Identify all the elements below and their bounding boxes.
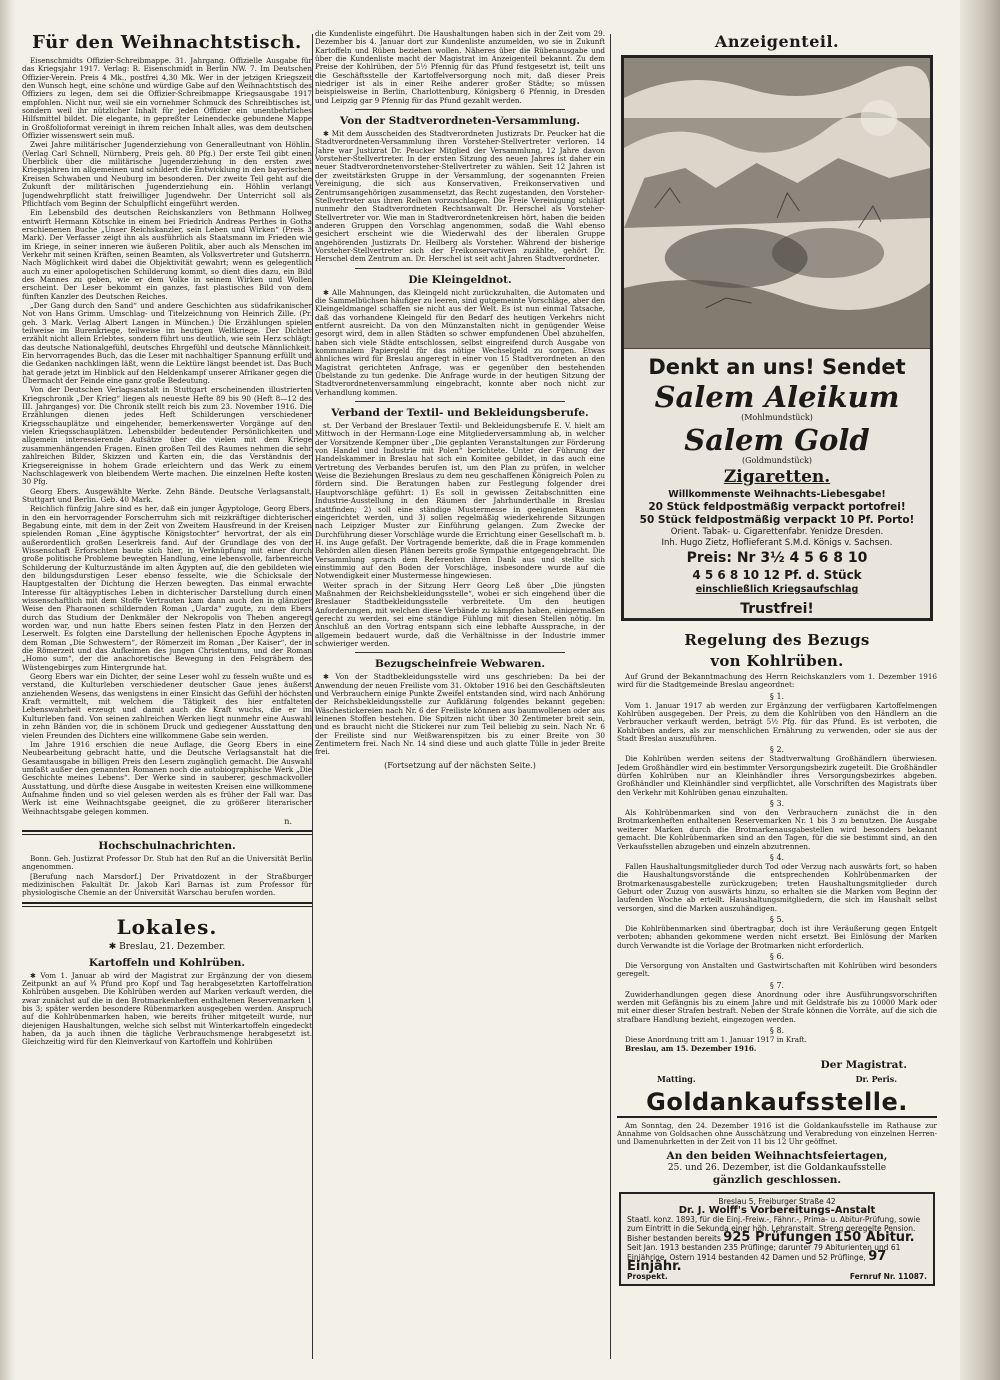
notice-title: Goldankaufsstelle. xyxy=(617,1088,937,1118)
school-stat: 925 Prüfungen xyxy=(723,1229,832,1245)
notice-paragraph: Fallen Haushaltungsmitglieder durch Tod oder Verzug nach auswärts fort, so haben die Haushaltungsvorstände die entsprechenden Kohlrübenmarken der Brotmarkenausgabestelle zurückzugeben; treten Haushaltungsmitglieder durch Geburt oder Zuzug von auswärts hinzu, so erhalten sie die Marken vom Beginn der laufenden Woche ab erteilt. Haushaltungsmitgliedern, die sich im Haushalt selbst versorgen, sind die Marken auszuhändigen. xyxy=(617,861,937,913)
paragraph-number: § 4. xyxy=(769,852,785,862)
column-2 xyxy=(315,30,605,1365)
price-values: 4 5 6 8 10 12 xyxy=(692,568,781,582)
column-1 xyxy=(22,30,312,1365)
article-paragraph: Georg Ebers war ein Dichter, der seine Leser wohl zu fesseln wußte und es verstand, die Kulturleben verschiedener deutscher Gaue jenes äußerst anziehenden Wesens, das wenigstens in einer Einsicht das Gefühl der höchsten Kraft vermittelt, mit welchem die Tätigkeit des hier entfalteten Lebenswahrheit erzeugt und damit auch die Kraft wuchs, die er im Kulturleben fand. Von seinen zahlreichen Werken liegt nunmehr eine Auswahl in zehn Bänden vor, die in schönem Druck und gediegener Ausstattung den vielen Freunden des Dichters eine willkommene Gabe sein werden. xyxy=(22,672,312,740)
notice-heading: gänzlich geschlossen. xyxy=(712,1173,842,1186)
article-paragraph: Im Jahre 1916 erschien die neue Auflage, die Georg Ebers in eine Neubearbeitung gebracht hatte, und die Deutsche Verlagsanstalt hat die Gesamtausgabe in billigen Preis den Lesern zugänglich gemacht. Die Auswahl umfaßt außer den genannten Romanen noch die autobiographische Werk „Die Geschichte meines Lebens“. Der Werke sind in sauberer, geschmackvoller Ausstattung, und dürfte diese Ausgabe in weitesten Kreisen eine willkommene Aufnahme finden und so viel gelesen werden als es früher der Fall war. Das Werk ist eine Weihnachtsgabe geeignet, die zu größerer literarischer Weihnachtsgabe gelegen kommen. xyxy=(22,739,312,816)
article-paragraph: ✱ Mit dem Ausscheiden des Stadtverordneten Justizrats Dr. Peucker hat die Stadtverordneten-Versammlung ihren Vorsteher-Stellvertreter verloren. 14 Jahre war Justizrat Dr. Peucker Mitglied der Versammlung, 12 Jahre davon Vorsteher-Stellvertreter. In der ersten Sitzung des neuen Jahres ist daher ein neuer Stadtverordnetenvorsteher-Stellvertreter zu wählen. Seit 12 Jahren ist der zweitstärksten Gruppe in der Versammlung, der sogenannten Freien Vereinigung, die sich aus Konservativen, Freikonservativen und Zentrumsangehörigen zusammensetzt, das Recht zugestanden, den Vorsteher-Stellvertreter aus ihren Reihen vorzuschlagen. Die Freie Vereinigung schlägt nunmehr den Stadtverordneten Rechtsanwalt Dr. Herschel als Vorsteher-Stellvertreter vor. Wie man in Stadtverordnetenkreisen hört, haben die beiden anderen Gruppen den Vorschlag angenommen, sodaß die Wahl ebenso gesichert erscheint wie die Wiederwahl des der liberalen Gruppe angehörenden Justizrats Dr. Heilberg als Vorsteher. Während der bisherige Vorsteher-Stellvertreter sich der Freikonservativen zuzählte, gehört Dr. Herschel dem Zentrum an. Dr. Herschel ist seit acht Jahren Stadtverordneter. xyxy=(315,129,605,264)
scan-gutter xyxy=(0,0,14,1380)
notice-heading: An den beiden Weihnachtsfeiertagen, xyxy=(666,1149,888,1162)
notice-authority: Der Magistrat. xyxy=(820,1058,907,1071)
ad-headline: Denkt an uns! Sendet xyxy=(648,355,906,379)
divider xyxy=(355,268,565,269)
ad-tagline: Willkommenste Weihnachts-Liebesgabe! xyxy=(668,489,886,500)
cigarette-ad xyxy=(621,55,933,621)
paragraph-number: § 6. xyxy=(769,951,785,961)
price-list xyxy=(632,568,922,582)
scan-edge xyxy=(960,0,1000,1380)
article-paragraph: Weiter sprach in der Sitzung Herr Georg Leß über „Die jüngsten Maßnahmen der Reichsbekleidungsstelle“, wobei er sich eingehend über die Breslauer Stadtbekleidungsstelle verbreitete. Um den heutigen Anforderungen, mit welchen diese Verbände zu kämpfen haben, einigermaßen gerecht zu werden, sei eine ständige Fühlung mit diesen Stellen nötig. Im Anschluß an den Vortrag entspann sich eine lebhafte Aussprache, in der allgemein bedauert wurde, daß die Verhältnisse in der Industrie immer schwieriger werden. xyxy=(315,580,605,648)
notice-title: von Kohlrüben. xyxy=(710,652,844,670)
paragraph-number: § 2. xyxy=(769,745,785,755)
author-mark: n. xyxy=(284,816,292,826)
ad-slogan: Trustfrei! xyxy=(740,601,814,617)
school-ad xyxy=(619,1192,935,1286)
school-address: Breslau 5, Freiburger Straße 42 xyxy=(718,1196,836,1206)
company-line: Inh. Hugo Zietz, Hoflieferant S.M.d. Königs v. Sachsen. xyxy=(661,538,893,548)
article-paragraph: Zwei Jahre militärischer Jugenderziehung von Generalleutnant von Höhlin. (Verlag Carl Schnell, Nürnberg, Preis geh. 80 Pfg.) Der erste Teil gibt einen Überblick über die militärische Jugenderziehung in den ersten zwei Kriegsjahren im allgemeinen und schildert die Entwicklung in den bayerischen Kreisen Schwaben und Neuburg im besonderen. Der zweite Teil geht auf die Zukunft der militärischen Jugenderziehung ein. Höhlin verlangt Jugendwehrpflicht statt freiwilliger Jugendwehr. Der Unterricht soll als Pflichtfach vom Beginn der Schulpflicht eingeführt werden. xyxy=(22,140,312,208)
product-type: Zigaretten. xyxy=(723,467,831,487)
article-title: Die Kleingeldnot. xyxy=(408,273,512,286)
divider xyxy=(22,902,312,907)
school-prospekt: Prospekt. xyxy=(627,1271,668,1281)
ad-illustration xyxy=(624,58,930,349)
school-text xyxy=(627,1243,927,1272)
article-paragraph: ✱ Alle Mahnungen, das Kleingeld nicht zurückzuhalten, die Automaten und die Sammelbüchsen häufiger zu leeren, sind gutgemeinte Vorschläge, aber den Kleingeldmangel schaffen sie nicht aus der Welt. Es ist nun einmal Tatsache, daß das vorhandene Kleingeld für den Bedarf des heutigen Verkehrs nicht entfernt ausreicht. Da von den Münzanstalten nicht in genügender Weise gesorgt wird, dem in allen Städten so schwer empfundenen Übel abzuhelfen, haben sich viele Städte entschlossen, selbst eingreifend durch Ausgabe von kommunalem Papiergeld für das nötige Wechselgeld zu sorgen. Etwas ähnliches wird für Breslau angeregt in einer von 15 Stadtverordneten an den Magistrat gerichteten Anfrage, was er gegenüber den bestehenden Übelstande zu tun gedenke. Die Anfrage wurde in der heutigen Sitzung der Stadtverordnetenversammlung eingebracht, konnte aber noch nicht zur Verhandlung kommen. xyxy=(315,287,605,397)
brand-subtitle: (Mohlmundstück) xyxy=(741,413,813,422)
notice-paragraph: Die Versorgung von Anstalten und Gastwirtschaften mit Kohlrüben wird besonders geregelt. xyxy=(617,960,937,979)
trench-scene-illustration xyxy=(624,58,930,348)
article-title: Kartoffeln und Kohlrüben. xyxy=(88,956,246,969)
paragraph-number: § 5. xyxy=(769,914,785,924)
ad-text-block xyxy=(624,349,930,621)
article-title: Von der Stadtverordneten-Versammlung. xyxy=(340,115,580,128)
school-stat: 97 Einjähr. xyxy=(627,1248,887,1274)
divider xyxy=(355,109,565,110)
notice-title: Regelung des Bezugs xyxy=(684,631,870,649)
divider xyxy=(355,401,565,402)
article-paragraph: „Der Gang durch den Sand“ und andere Geschichten aus südafrikanischer Not von Hans Grimm. Umschlag- und Titelzeichnung von Heinrich Zille. (Pr. geh. 3 Mark. Verlag Albert Langen in München.) Die Erzählungen spielen teilweise im Burenkriege, teilweise im heutigen Weltkriege. Der Dichter erzählt nicht allein Erlebtes, sondern führt uns deutlich, wie sein Herz schlägt: das deutsche Nationalgefühl, deutsches Ehrgefühl und deutsche Männlichkeit. Ein hervorragendes Buch, das die Leser mit nachhaltiger Spannung erfüllt und die Gedanken nachklingen läßt, wenn die Lektüre längst beendet ist. Das Buch hat gerade jetzt im Hinblick auf den Heldenkampf unserer Afrikaner gegen die Übermacht der Feinde eine ganz große Bedeutung. xyxy=(22,300,312,386)
article-paragraph: Reichlich fünfzig Jahre sind es her, daß ein junger Ägyptologe, Georg Ebers, in den ein hervorragender Forscherruhm sich mit reizkräftiger dichterischer Begabung einte, mit dem in der Zeit von Zweitem Hausfreund in der Kreisen spielenden Roman „Eine ägyptische Königstochter“ hervortrat, der als ein außerordentlich großen Leserkreis fand. Auf der Grundlage des von der Wissenschaft Erforschten baute sich hier, in Verknüpfung mit einer durch große politische Probleme bewegten Handlung, eine lebensvolle, farbenreiche Schilderung der Kulturzustände im alten Ägypten auf, die den gebildeten wie den bildungsdurstigen Leser ebenso fesselte, wie die Schicksale der Hauptgestalten der Dichtung die Herzen bewegten. Das einmal erwachte Interesse für altägyptisches Leben in dichterischer Darstellung durch einen wissenschaftlich mit dem Stoffe Vertrauten kam dann auch den in glänziger Weise den Pharaonen schildernden Roman „Uarda“ zugute, zu dem Ebers durch das Studium der Denkmäler der Nekropolis von Theben angeregt worden war, und nun hatte Ebers seinen festen Platz in den Herzen der Leserwelt. Es folgten eine Darstellung der hellenischen Epoche Ägyptens in dem Roman „Die Schwestern“, der Römerzeit im Roman „Der Kaiser“, der in die Römerzeit und das Aufkeimen des jungen Christentums, und der Roman „Homo sum“, der die anachoretische Bewegung in den Felsgräbern des Wüstengebirges zum Hintergrunde hat. xyxy=(22,504,312,672)
divider xyxy=(22,830,312,835)
section-title: Anzeigenteil. xyxy=(714,32,840,51)
school-text: Staatl. konz. 1893, für die Einj.-Freiw.-, Fähnr.-, Prima- u. Abitur-Prüfung, sowie zum Eintritt in die Sekunda einer höh. Lehranstalt. Streng geregelte Pension. xyxy=(627,1214,921,1233)
notice-line: 25. und 26. Dezember, ist die Goldankaufsstelle xyxy=(667,1162,887,1173)
article-title: Bezugscheinfreie Webwaren. xyxy=(374,658,546,671)
notice-paragraph: Vom 1. Januar 1917 ab werden zur Ergänzung der verfügbaren Kartoffelmengen Kohlrüben ausgegeben. Der Preis, zu dem die Kohlrüben von den Händlern an die Verbraucher verkauft werden, beträgt 5½ Pfg. für das Pfund. Es ist verboten, die Kohlrüben anders, als zur menschlichen Ernährung zu verwenden, oder sie aus der Stadt Breslau auszuführen. xyxy=(617,700,937,744)
divider xyxy=(355,652,565,653)
surcharge-note: einschließlich Kriegsaufschlag xyxy=(695,584,859,595)
article-paragraph: [Berufung nach Marsdorf.] Der Privatdozent in der Straßburger medizinischen Fakultät Dr. Jakob Karl Barnas ist zum Professor für physiologische Chemie an der Universität Warschau berufen worden. xyxy=(22,871,312,898)
article-paragraph: die Kundenliste eingeführt. Die Haushaltungen haben sich in der Zeit vom 29. Dezember bis 4. Januar dort zur Kundenliste anzumelden, wo sie in Zukunft Kartoffeln und Rüben beziehen wollen. Näheres über die Rübenausgabe und über die Kundenliste macht der Magistrat im Anzeigenteil bekannt. Zu dem Preise der Kohlrüben, der 5½ Pfennig für das Pfund festgesetzt ist, teilt uns die Geschäftsstelle der Kartoffelversorgung noch mit, daß dieser Preis niedriger ist als in einer Reihe anderer großer Städte; so müssen beispielsweise in Berlin, Charlottenburg, Königsberg 6 Pfennig, in Dresden und Leipzig gar 9 Pfennig für das Pfund gezahlt werden. xyxy=(315,30,605,105)
signature: Matting. xyxy=(657,1073,696,1084)
company-line: Orient. Tabak- u. Cigarettenfabr. Yenidze Dresden. xyxy=(670,527,884,537)
article-paragraph: st. Der Verband der Breslauer Textil- und Bekleidungsberufe E. V. hielt am Mittwoch in der Hermann-Loge eine Mitgliederversammlung ab, in welcher der Vorsitzende Kempner über „Die geplanten Veranstaltungen zur Förderung von Handel und Industrie mit Polen“ berichtete. Unter der Führung der Handelskammer in Breslau hat sich ein Komitee gebildet, in das auch eine Vertretung des Verbandes berufen ist, um den Plan zu prüfen, in welcher Weise die Beziehungen Breslaus zu dem neu geschaffenen Königreich Polen zu fördern sind. Die Beratungen haben zur Festlegung folgender drei Hauptvorschläge geführt: 1) Es soll in gewissen Zeitabschnitten eine Industrie-Ausstellung in den Räumen der Jahrhunderthalle in Breslau stattfinden; 2) soll eine ständige Mustermesse in geeigneten Räumen eingerichtet werden, und 3) sollen regelmäßig wiederkehrende Sitzungen nach Leipziger Muster zur Einführung gelangen. Zum Zwecke der Durchführung dieser Vorschläge wurde die Errichtung einer Gesellschaft m. b. H. ins Auge gefaßt. Der Vortragende bemerkte, daß die in Frage kommenden Behörden allen diesen Plänen bereits große Sympathie entgegengebracht. Die Versammlung sprach dem Referenten ihren Dank aus und stellte sich einstimmig auf den Boden der Vorschläge, insbesondere wurde auf die Notwendigkeit einer Mustermesse hingewiesen. xyxy=(315,421,605,581)
school-stat: 150 Abitur. xyxy=(834,1229,915,1245)
article-paragraph: Georg Ebers. Ausgewählte Werke. Zehn Bände. Deutsche Verlagsanstalt, Stuttgart und Berlin. Geb. 40 Mark. xyxy=(22,486,312,504)
continuation-note: (Fortsetzung auf der nächsten Seite.) xyxy=(384,760,536,770)
column-rule xyxy=(610,34,611,1359)
brand-name: Salem Aleikum xyxy=(654,380,900,414)
school-phone: Fernruf Nr. 11087. xyxy=(849,1271,927,1281)
article-paragraph: Bonn. Geh. Justizrat Professor Dr. Stub hat den Ruf an die Universität Berlin angenommen. xyxy=(22,853,312,872)
brand-name: Salem Gold xyxy=(684,423,870,457)
paragraph-number: § 1. xyxy=(769,691,785,701)
notice-paragraph: Die Kohlrübenmarken sind übertragbar, doch ist ihre Veräußerung gegen Entgelt verboten; abhanden gekommene werden nicht ersetzt. Bei Einlösung der Marken durch Verwandte ist die Vorlage der Brotmarken nicht erforderlich. xyxy=(617,923,937,950)
price-list xyxy=(632,550,922,566)
paragraph-number: § 8. xyxy=(769,1026,785,1035)
column-3 xyxy=(617,30,937,1365)
column-rule xyxy=(312,34,313,1359)
price-unit: Pf. d. Stück xyxy=(784,568,862,582)
school-text-part: Seit Jan. 1913 bestanden 235 Prüflinge; darunter 79 Abiturienten und 61 Einjährige. Ostern 1914 bestanden 42 Damen und 52 Prüflinge, xyxy=(627,1242,901,1262)
brand-subtitle: (Goldmundstück) xyxy=(742,456,812,465)
article-paragraph: ✱ Von der Stadtbekleidungsstelle wird uns geschrieben: Da bei der Anwendung der neuen Freiliste vom 31. Oktober 1916 bei den Geschäftsleuten und Verbrauchern einige Punkte Zweifel entstanden sind, wird nach Anhörung der Reichsbekleidungsstelle zur Aufklärung folgendes bekannt gegeben: Wäschestickereien nach Nr. 6 der Freiliste können aus baumwollenen oder aus leinenen Stoffen bestehen. Die Spitzen nicht über 30 Zentimeter breit sein, und es braucht nicht die Stickerei nur zum Teil beliebig zu sein. Nach Nr. 6 der Freiliste sind nur Weißwarenspitzen bis zu einer Breite von 30 Zentimetern frei. Nach Nr. 14 sind diese und auch glatte Tülle in jeder Breite frei. xyxy=(315,672,605,757)
ad-offer: 20 Stück feldpostmäßig verpackt portofrei! xyxy=(648,501,906,513)
notice-paragraph: Am Sonntag, den 24. Dezember 1916 ist die Goldankaufsstelle im Rathause zur Annahme von Goldsachen ohne Ausschätzung und Verabredung von einzelnen Herren- und Damenuhrketten in der Zeit von 11 bis 12 Uhr geöffnet. xyxy=(617,1120,937,1147)
notice-paragraph: Als Kohlrübenmarken sind von den Verbrauchern zunächst die in den Brotmarkenheften enthaltenen Reservemarken Nr. 1 bis 3 zu benutzen. Die Ausgabe weiterer Marken durch die Brotmarkenausgabestellen wird besonders bekannt gemacht. Die Kohlrübenmarken sind an den Tagen, für die sie bestimmt sind, an den Verkaufsstellen abzugeben und einzeln abzutrennen. xyxy=(617,808,937,851)
article-paragraph: ✱ Vom 1. Januar ab wird der Magistrat zur Ergänzung der von diesem Zeitpunkt an auf ¾ Pfund pro Kopf und Tag herabgesetzten Kartoffelration Kohlrüben ausgeben. Die Kohlrüben werden auf Marken verkauft werden, die zwar zunächst auf die in den Brotmarkenheften enthaltenen Reservemarken 1 bis 3; später werden besondere Rübenmarken ausgegeben werden. Anspruch auf die Kohlrübenmarken haben, wie bereits früher mitgeteilt wurde, nur diejenigen Haushaltungen, welche sich selbst mit Winterkartoffeln eingedeckt haben, da ja auch ihnen die tägliche Verbrauchsmenge herabgesetzt ist. Gleichzeitig wird für den Kleinverkauf von Kartoffeln und Kohlrüben xyxy=(22,970,312,1047)
price-numbers: 3½ 4 5 6 8 10 xyxy=(760,550,868,566)
school-text-part: Bisher bestanden bereits xyxy=(627,1233,721,1243)
ad-offer: 50 Stück feldpostmäßig verpackt 10 Pf. Porto! xyxy=(639,514,915,526)
school-text xyxy=(627,1229,927,1245)
notice-date: Breslau, am 15. Dezember 1916. xyxy=(625,1044,757,1054)
school-name: Dr. J. Wolff's Vorbereitungs-Anstalt xyxy=(678,1204,876,1216)
article-paragraph: Eisenschmidts Offizier-Schreibmappe. 31. Jahrgang. Offizielle Ausgabe für das Kriegsjahr 1917. Verlag: R. Eisenschmidt in Berlin NW. 7. Im Deutschen Offizier-Verein. Preis 4 Mk., postfrei 4,30 Mk. Wer in der jetzigen Kriegszeit den Wunsch hegt, eine schöne und würdige Gabe auf den Weihnachtstisch des Offiziers zu legen, dem sei die Offizier-Schreibmappe Kriegsausgabe 1917 empfohlen. Nicht nur, weil sie ein vornehmer Schmuck des Schreibtisches ist, sondern weil ihr nützlicher Inhalt für jeden Offizier ein unentbehrliches Hilfsmittel bildet. Die elegante, in gepreßter Leinendecke gebundene Mappe in Großfolioformat vereinigt in ihrem reichen Inhalt alles, was dem deutschen Offizier wissenswert sein muß. xyxy=(22,56,312,141)
article-paragraph: Von der Deutschen Verlagsanstalt in Stuttgart erscheinenden illustrierten Kriegschronik „Der Krieg“ liegen als neueste Hefte 89 bis 90 (Heft 8—12 des III. Jahrganges) vor. Die Chronik stellt reich bis zum 23. November 1916. Die Erzählungen dienen jedes Heft Schilderungen verschiedener Kriegsschauplätze und eingehender, bemerkenswerter Vorgänge auf den vielen Kriegsschauplätzen. Lebensbilder bedeutender Persönlichkeiten und allgemein interessierende Aufsätze über die vielen mit dem Kriege zusammenhängenden Fragen. Einen großen Teil des Raumes nehmen die sehr zahlreichen Bilder, Skizzen und Karten ein, die das Verständnis der Kriegsereignisse in hohem Grade erleichtern und das Werk zu einem Nachschlagewerk von bleibendem Werte machen. Die einzelnen Hefte kosten 30 Pfg. xyxy=(22,385,312,487)
signature: Dr. Peris. xyxy=(855,1073,897,1084)
section-title: Hochschulnachrichten. xyxy=(98,839,236,852)
signatures xyxy=(617,1074,937,1084)
section-title: Für den Weihnachtstisch. xyxy=(32,32,302,53)
notice-paragraph: Die Kohlrüben werden seitens der Stadtverwaltung Großhändlern überwiesen. Jedem Großhändler wird ein bestimmter Versorgungsbezirk zugeteilt. Die Großhändler dürfen Kohlrüben nur an Kleinhändler ihres Versorgungsbezirkes abgeben. Großhändler und Kleinhändler sind verpflichtet, alle Vorschriften des Magistrats über den Verkehr mit Kohlrüben genau einzuhalten. xyxy=(617,754,937,797)
price-label: Preis: Nr xyxy=(686,550,756,566)
notice-intro: Auf Grund der Bekanntmachung des Herrn Reichskanzlers vom 1. Dezember 1916 wird für die Stadtgemeinde Breslau angeordnet: xyxy=(617,672,937,690)
paragraph-number: § 3. xyxy=(769,799,785,809)
section-title: Lokales. xyxy=(116,914,218,939)
article-title: Verband der Textil- und Bekleidungsberufe. xyxy=(331,407,589,420)
article-paragraph: Ein Lebensbild des deutschen Reichskanzlers von Bethmann Hollweg entwirft Hermann Kötschke in einem bei Friedrich Andreas Perthes in Gotha erschienenen Buche „Unser Reichskanzler, sein Leben und Wirken“ (Preis 3 Mark). Der Verfasser zeigt ihn als ausführlich als Staatsmann im Frieden wie im Kriege, in seiner inneren wie äußeren Politik, aber auch als Menschen im Verkehr mit seinen Kräften, seinen Beamten, als Volksvertreter und Gutsherrn. Nach Möglichkeit wird dabei die Objektivität gewahrt; wenn es gelegentlich auch zu einer apologetischen Schilderung kommt, so dient dies dazu, ein Bild des Mannes zu geben, wie er dem Volke in seinem Wirken und Wollen erscheint. Der Leser bekommt ein ganzes, fast plastisches Bild von dem fünften Kanzler des Deutschen Reiches. xyxy=(22,208,312,301)
dateline: ✱ Breslau, 21. Dezember. xyxy=(108,941,226,952)
paragraph-number: § 7. xyxy=(769,980,785,990)
notice-paragraph: Diese Anordnung tritt am 1. Januar 1917 in Kraft. xyxy=(625,1035,807,1044)
notice-paragraph: Zuwiderhandlungen gegen diese Anordnung oder ihre Ausführungsvorschriften werden mit Gefängnis bis zu einem Jahre und mit Geldstrafe bis zu 10000 Mark oder mit einer dieser Strafen bestraft. Neben der Strafe können die Vorräte, auf die sich die strafbare Handlung bezieht, eingezogen werden. xyxy=(617,989,937,1024)
